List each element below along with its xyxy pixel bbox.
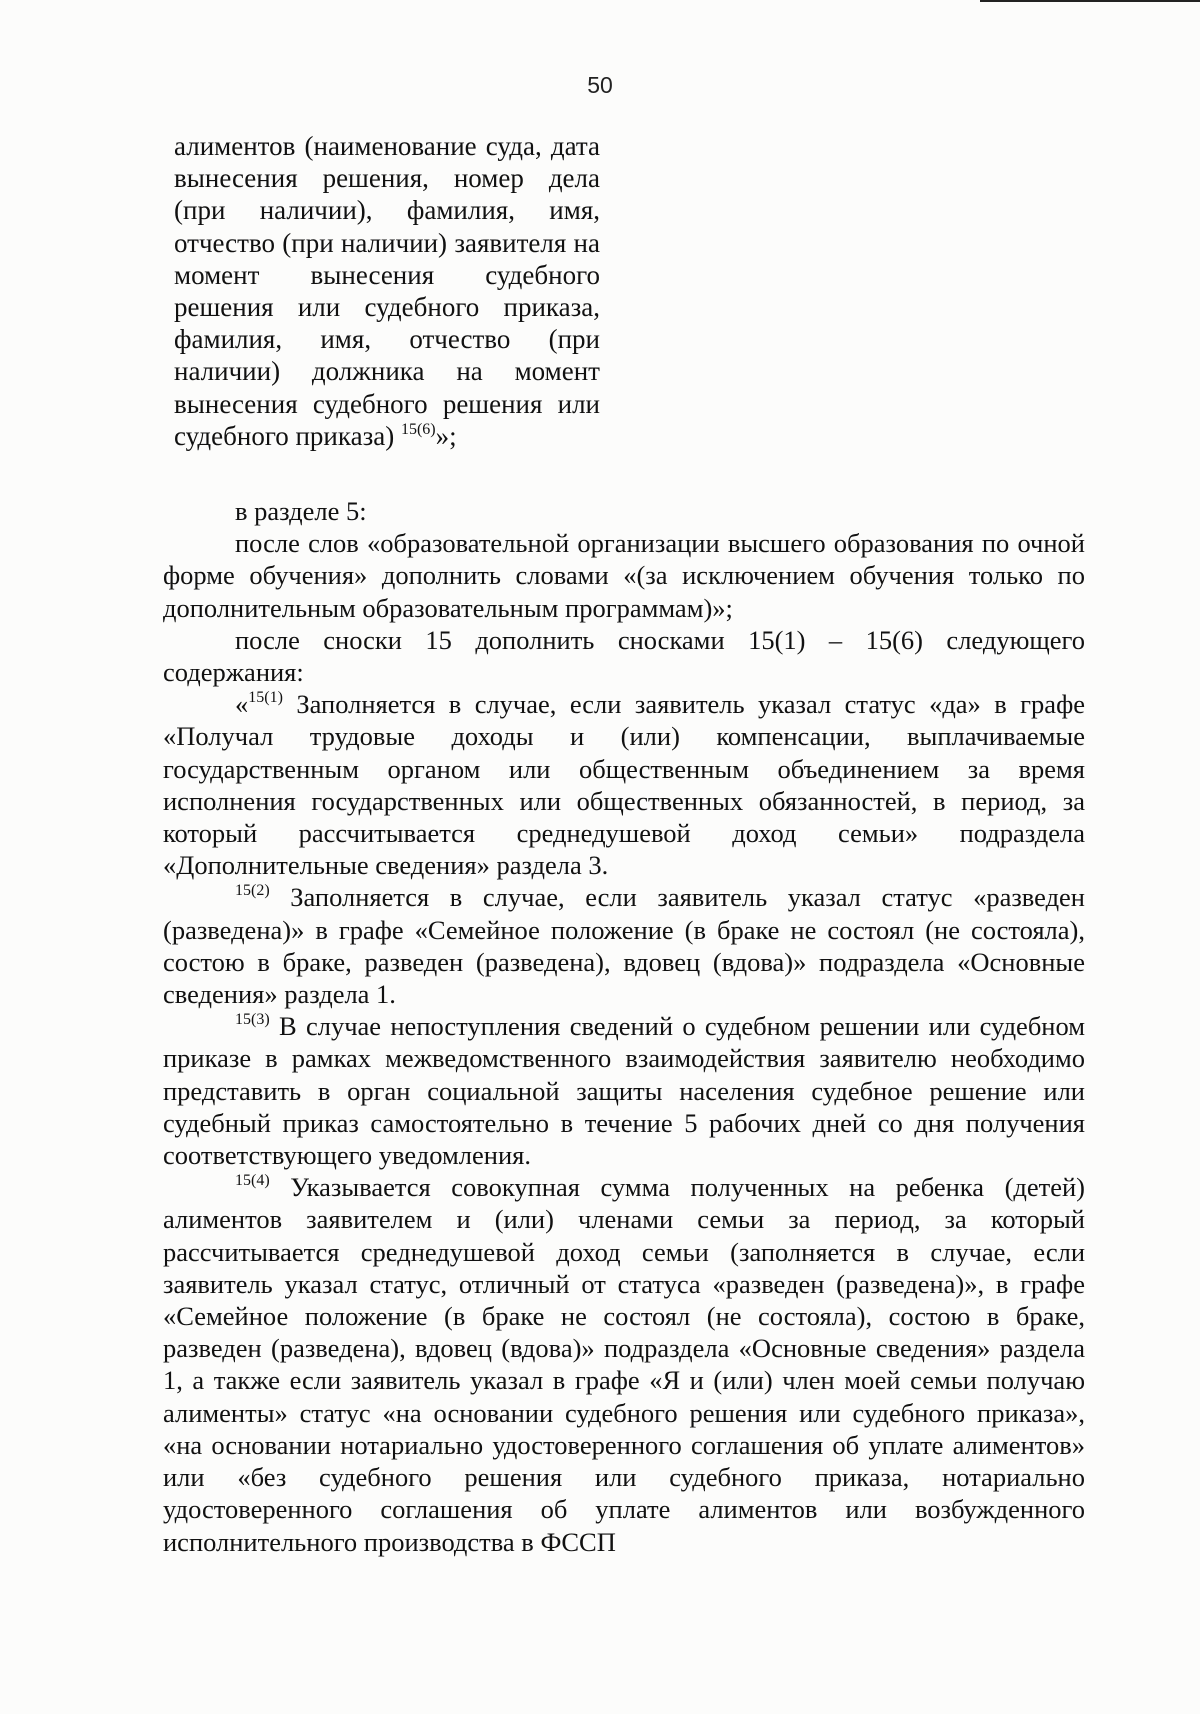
cell-tail: »; <box>435 420 457 451</box>
footnote-15-3 <box>163 1010 1085 1171</box>
footnote-text: Заполняется в случае, если заявитель указал статус «да» в графе «Получал трудовые доходы и (или) компенсации, выплачиваемые государственным органом или общественным объединением за время исполнения государственных или общественных обязанностей, в период, за который рассчитывается среднедушевой доход семьи» подраздела «Дополнительные сведения» раздела 3. <box>163 689 1085 881</box>
cell-text: алиментов (наименование суда, дата вынесения решения, номер дела (при наличии), фамилия, имя, отчество (при наличии) заявителя на момент вынесения судебного решения или судебного приказа, фамилия, имя, отчество (при наличии) должника на момент вынесения судебного решения или судебного приказа) <box>174 131 600 451</box>
footnote-mark: 15(3) <box>235 1011 270 1029</box>
footnote-mark: 15(4) <box>235 1172 270 1190</box>
footnote-prefix: « <box>235 689 249 720</box>
paragraph-2: после сноски 15 дополнить сносками 15(1) – 15(6) следующего содержания: <box>163 624 1085 688</box>
footnote-15-4 <box>163 1171 1085 1557</box>
page-number: 50 <box>587 72 613 98</box>
main-text <box>163 495 1085 1558</box>
paragraph-1: после слов «образовательной организации высшего образования по очной форме обучения» дополнить словами «(за исключением обучения только по дополнительным образовательным программам)»; <box>163 528 1085 623</box>
scan-edge-line <box>980 0 1200 2</box>
footnote-text: Указывается совокупная сумма полученных на ребенка (детей) алиментов заявителем и (или) членами семьи за период, за который рассчитывается среднедушевой доход семьи (заполняется в случае, если заявитель указал статус, отличный от статуса «разведен (разведена)», в графе «Семейное положение (в браке не состоял (не состояла), состою в браке, разведен (разведена), вдовец (вдова)» подраздела «Основные сведения» раздела 1, а также если заявитель указал в графе «Я и (или) член моей семьи получаю алименты» статус «на основании судебного решения или судебного приказа», «на основании нотариально удостоверенного соглашения об уплате алиментов» или «без судебного решения или судебного приказа, нотариально удостоверенного соглашения об уплате алиментов или возбужденного исполнительного производства в ФССП <box>163 1172 1085 1557</box>
section-heading: в разделе 5: <box>235 496 367 526</box>
footnote-text: В случае непоступления сведений о судебном решении или судебном приказе в рамках межведомственного взаимодействия заявителю необходимо представить в орган социальной защиты населения судебное решение или судебный приказ самостоятельно в течение 5 рабочих дней со дня получения соответствующего уведомления. <box>163 1011 1085 1171</box>
footnote-15-1 <box>163 688 1085 881</box>
table-cell-text <box>174 130 600 452</box>
footnote-15-2 <box>163 881 1085 1010</box>
footnote-text: Заполняется в случае, если заявитель указал статус «разведен (разведена)» в графе «Семейное положение (в браке не состоял (не состояла), состою в браке, разведен (разведена), вдовец (вдова)» подраздела «Основные сведения» раздела 1. <box>163 882 1085 1010</box>
footnote-mark: 15(1) <box>248 689 283 707</box>
footnote-mark: 15(6) <box>400 420 436 438</box>
footnote-mark: 15(2) <box>235 882 270 900</box>
